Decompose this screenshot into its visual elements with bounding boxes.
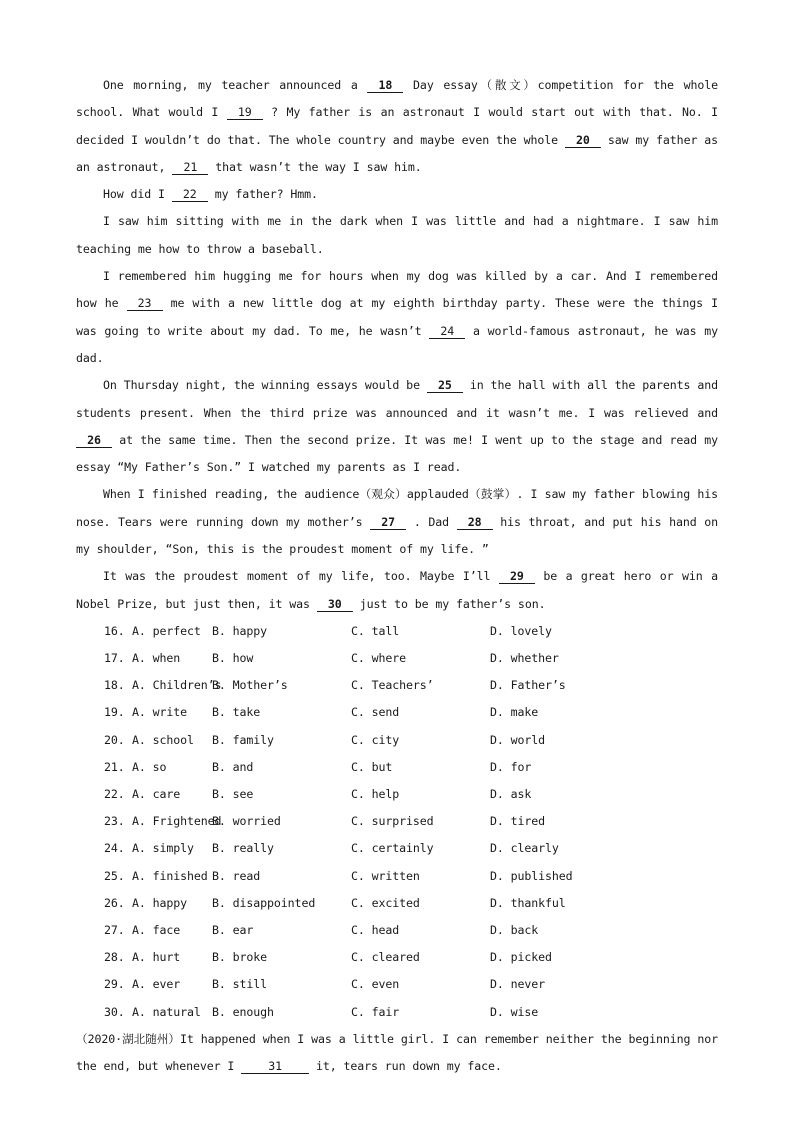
- option-row: [76, 863, 718, 890]
- option-b: B. family: [212, 732, 274, 747]
- paragraph-text: just to be my father’s son.: [352, 596, 546, 611]
- option-c: C. Teachers’: [351, 678, 434, 693]
- paragraph-text: saw my father as an astronaut,: [76, 132, 725, 174]
- option-c: C. fair: [351, 1004, 400, 1019]
- option-row: [76, 999, 718, 1026]
- blank-number: 29: [499, 570, 535, 584]
- blank-number: 18: [367, 79, 403, 93]
- option-b: B. Mother’s: [212, 678, 288, 693]
- paragraph: [76, 181, 718, 208]
- option-d: D. Father’s: [490, 678, 566, 693]
- option-b: B. ear: [212, 922, 254, 937]
- option-row: [76, 618, 718, 645]
- option-d: D. whether: [490, 651, 559, 666]
- question-number: 19.: [104, 705, 125, 720]
- paragraph-text: I saw him sitting with me in the dark when I was little and had a nightmare. I saw him teaching me how to throw a baseball.: [76, 214, 725, 256]
- option-row: [76, 917, 718, 944]
- question-number: 30.: [104, 1004, 125, 1019]
- blank-number: 23: [127, 297, 163, 311]
- option-row: [76, 700, 718, 727]
- paragraph-text: On Thursday night, the winning essays would be: [103, 378, 427, 393]
- cloze-passage: [76, 72, 725, 618]
- paragraph-text: I remembered him hugging me for hours when my dog was killed by a car. And I remembered how he: [76, 269, 725, 311]
- question-number: 27.: [104, 922, 125, 937]
- option-a: A. so: [132, 759, 167, 774]
- option-b: B. take: [212, 705, 261, 720]
- option-a: A. write: [132, 705, 188, 720]
- paragraph: [76, 372, 725, 481]
- option-a: A. face: [132, 922, 181, 937]
- option-d: D. thankful: [490, 895, 566, 910]
- paragraph-text: ? My father is an astronaut I would start out with that. No. I decided I wouldn’t do that. The whole country and maybe even the whole: [76, 105, 725, 147]
- blank-number: 19: [227, 106, 263, 120]
- option-c: C. cleared: [351, 950, 420, 965]
- paragraph-text: When I finished reading, the audience（观众）applauded（鼓掌）. I saw my father blowing his nose. Tears were running down my mother’s: [76, 487, 725, 529]
- option-b: B. how: [212, 651, 254, 666]
- option-row: [76, 890, 718, 917]
- option-d: D. for: [490, 759, 532, 774]
- option-b: B. read: [212, 868, 261, 883]
- blank-number: 26: [76, 434, 112, 448]
- blank-number: 22: [172, 188, 208, 202]
- paragraph-text: One morning, my teacher announced a: [103, 78, 368, 92]
- paragraph-text: at the same time. Then the second prize. It was me! I went up to the stage and read my essay “My Father’s Son.” I watched my parents as I read.: [76, 432, 725, 475]
- blank-number: 24: [429, 325, 465, 339]
- paragraph-text: How did I: [103, 187, 172, 202]
- option-b: B. enough: [212, 1004, 274, 1019]
- option-d: D. never: [490, 977, 546, 992]
- paragraph-text: . Dad: [406, 514, 457, 529]
- question-number: 26.: [104, 895, 125, 910]
- option-a: A. finished: [132, 868, 208, 883]
- paragraph-text: it, tears run down my face.: [309, 1059, 502, 1074]
- option-b: B. worried: [212, 814, 281, 829]
- option-b: B. and: [212, 759, 254, 774]
- option-b: B. still: [212, 977, 268, 992]
- option-d: D. ask: [490, 787, 532, 802]
- option-c: C. send: [351, 705, 400, 720]
- option-d: D. published: [490, 868, 573, 883]
- question-number: 24.: [104, 841, 125, 856]
- option-c: C. surprised: [351, 814, 434, 829]
- paragraph-text: It was the proudest moment of my life, too. Maybe I’ll: [103, 569, 499, 584]
- option-c: C. city: [351, 732, 400, 747]
- paragraph-text: Day essay（散文）competition for the whole school. What would I: [76, 78, 725, 120]
- option-a: A. natural: [132, 1004, 201, 1019]
- option-row: [76, 727, 718, 754]
- option-row: [76, 808, 718, 835]
- document-page: [76, 72, 725, 1080]
- question-number: 18.: [104, 678, 125, 693]
- option-d: D. clearly: [490, 841, 559, 856]
- paragraph-text: me with a new little dog at my eighth birthday party. These were the things I was going to write about my dad. To me, he wasn’t: [76, 296, 725, 338]
- paragraph-text: （2020·湖北随州）It happened when I was a little girl. I can remember neither the beginning nor the end, but whenever I: [76, 1031, 725, 1074]
- option-row: [76, 645, 718, 672]
- option-c: C. excited: [351, 895, 420, 910]
- next-passage: [76, 1026, 725, 1081]
- blank-number: 28: [457, 516, 493, 530]
- option-d: D. make: [490, 705, 539, 720]
- option-row: [76, 781, 718, 808]
- paragraph: [76, 72, 725, 181]
- paragraph: [76, 263, 725, 372]
- option-c: C. where: [351, 651, 407, 666]
- option-d: D. picked: [490, 950, 552, 965]
- option-a: A. Frightened: [132, 814, 222, 829]
- option-row: [76, 672, 718, 699]
- question-number: 17.: [104, 651, 125, 666]
- option-a: A. simply: [132, 841, 194, 856]
- question-number: 16.: [104, 623, 125, 638]
- option-c: C. head: [351, 922, 400, 937]
- option-b: B. disappointed: [212, 895, 316, 910]
- paragraph-text: in the hall with all the parents and students present. When the third prize was announced and it wasn’t me. I was relieved and: [76, 378, 725, 420]
- question-number: 20.: [104, 732, 125, 747]
- question-number: 21.: [104, 759, 125, 774]
- option-row: [76, 754, 718, 781]
- blank-number: 30: [317, 598, 353, 612]
- option-d: D. world: [490, 732, 546, 747]
- option-c: C. written: [351, 868, 420, 883]
- question-number: 22.: [104, 787, 125, 802]
- option-a: A. school: [132, 732, 194, 747]
- option-row: [76, 944, 718, 971]
- option-c: C. even: [351, 977, 400, 992]
- blank-number: 25: [427, 379, 463, 393]
- option-d: D. back: [490, 922, 539, 937]
- paragraph: [76, 563, 725, 618]
- blank-number: 27: [370, 516, 406, 530]
- question-number: 28.: [104, 950, 125, 965]
- paragraph: [76, 208, 725, 263]
- option-b: B. broke: [212, 950, 268, 965]
- option-a: A. happy: [132, 895, 188, 910]
- option-c: C. help: [351, 787, 400, 802]
- paragraph-text: a world-famous astronaut, he was my dad.: [76, 323, 725, 365]
- options-list: [76, 618, 718, 1026]
- blank-number: 31: [241, 1060, 309, 1074]
- paragraph-text: my father? Hmm.: [207, 187, 318, 202]
- question-number: 25.: [104, 868, 125, 883]
- paragraph-text: his throat, and put his hand on my shoulder, “Son, this is the proudest moment of my life. ”: [76, 514, 725, 557]
- option-d: D. wise: [490, 1004, 539, 1019]
- option-a: A. care: [132, 787, 181, 802]
- option-c: C. but: [351, 759, 393, 774]
- paragraph-text: be a great hero or win a Nobel Prize, but just then, it was: [76, 569, 725, 611]
- paragraph-text: that wasn’t the way I saw him.: [208, 159, 422, 174]
- paragraph: [76, 1026, 725, 1081]
- option-a: A. when: [132, 651, 181, 666]
- question-number: 23.: [104, 814, 125, 829]
- option-b: B. happy: [212, 623, 268, 638]
- option-row: [76, 835, 718, 862]
- option-d: D. lovely: [490, 623, 552, 638]
- question-number: 29.: [104, 977, 125, 992]
- option-a: A. perfect: [132, 623, 201, 638]
- option-a: A. Children’s: [132, 678, 222, 693]
- option-a: A. hurt: [132, 950, 181, 965]
- option-c: C. certainly: [351, 841, 434, 856]
- option-c: C. tall: [351, 623, 400, 638]
- option-a: A. ever: [132, 977, 181, 992]
- blank-number: 21: [172, 161, 208, 175]
- option-d: D. tired: [490, 814, 546, 829]
- blank-number: 20: [565, 134, 601, 148]
- option-row: [76, 971, 718, 998]
- option-b: B. really: [212, 841, 274, 856]
- paragraph: [76, 481, 725, 563]
- option-b: B. see: [212, 787, 254, 802]
